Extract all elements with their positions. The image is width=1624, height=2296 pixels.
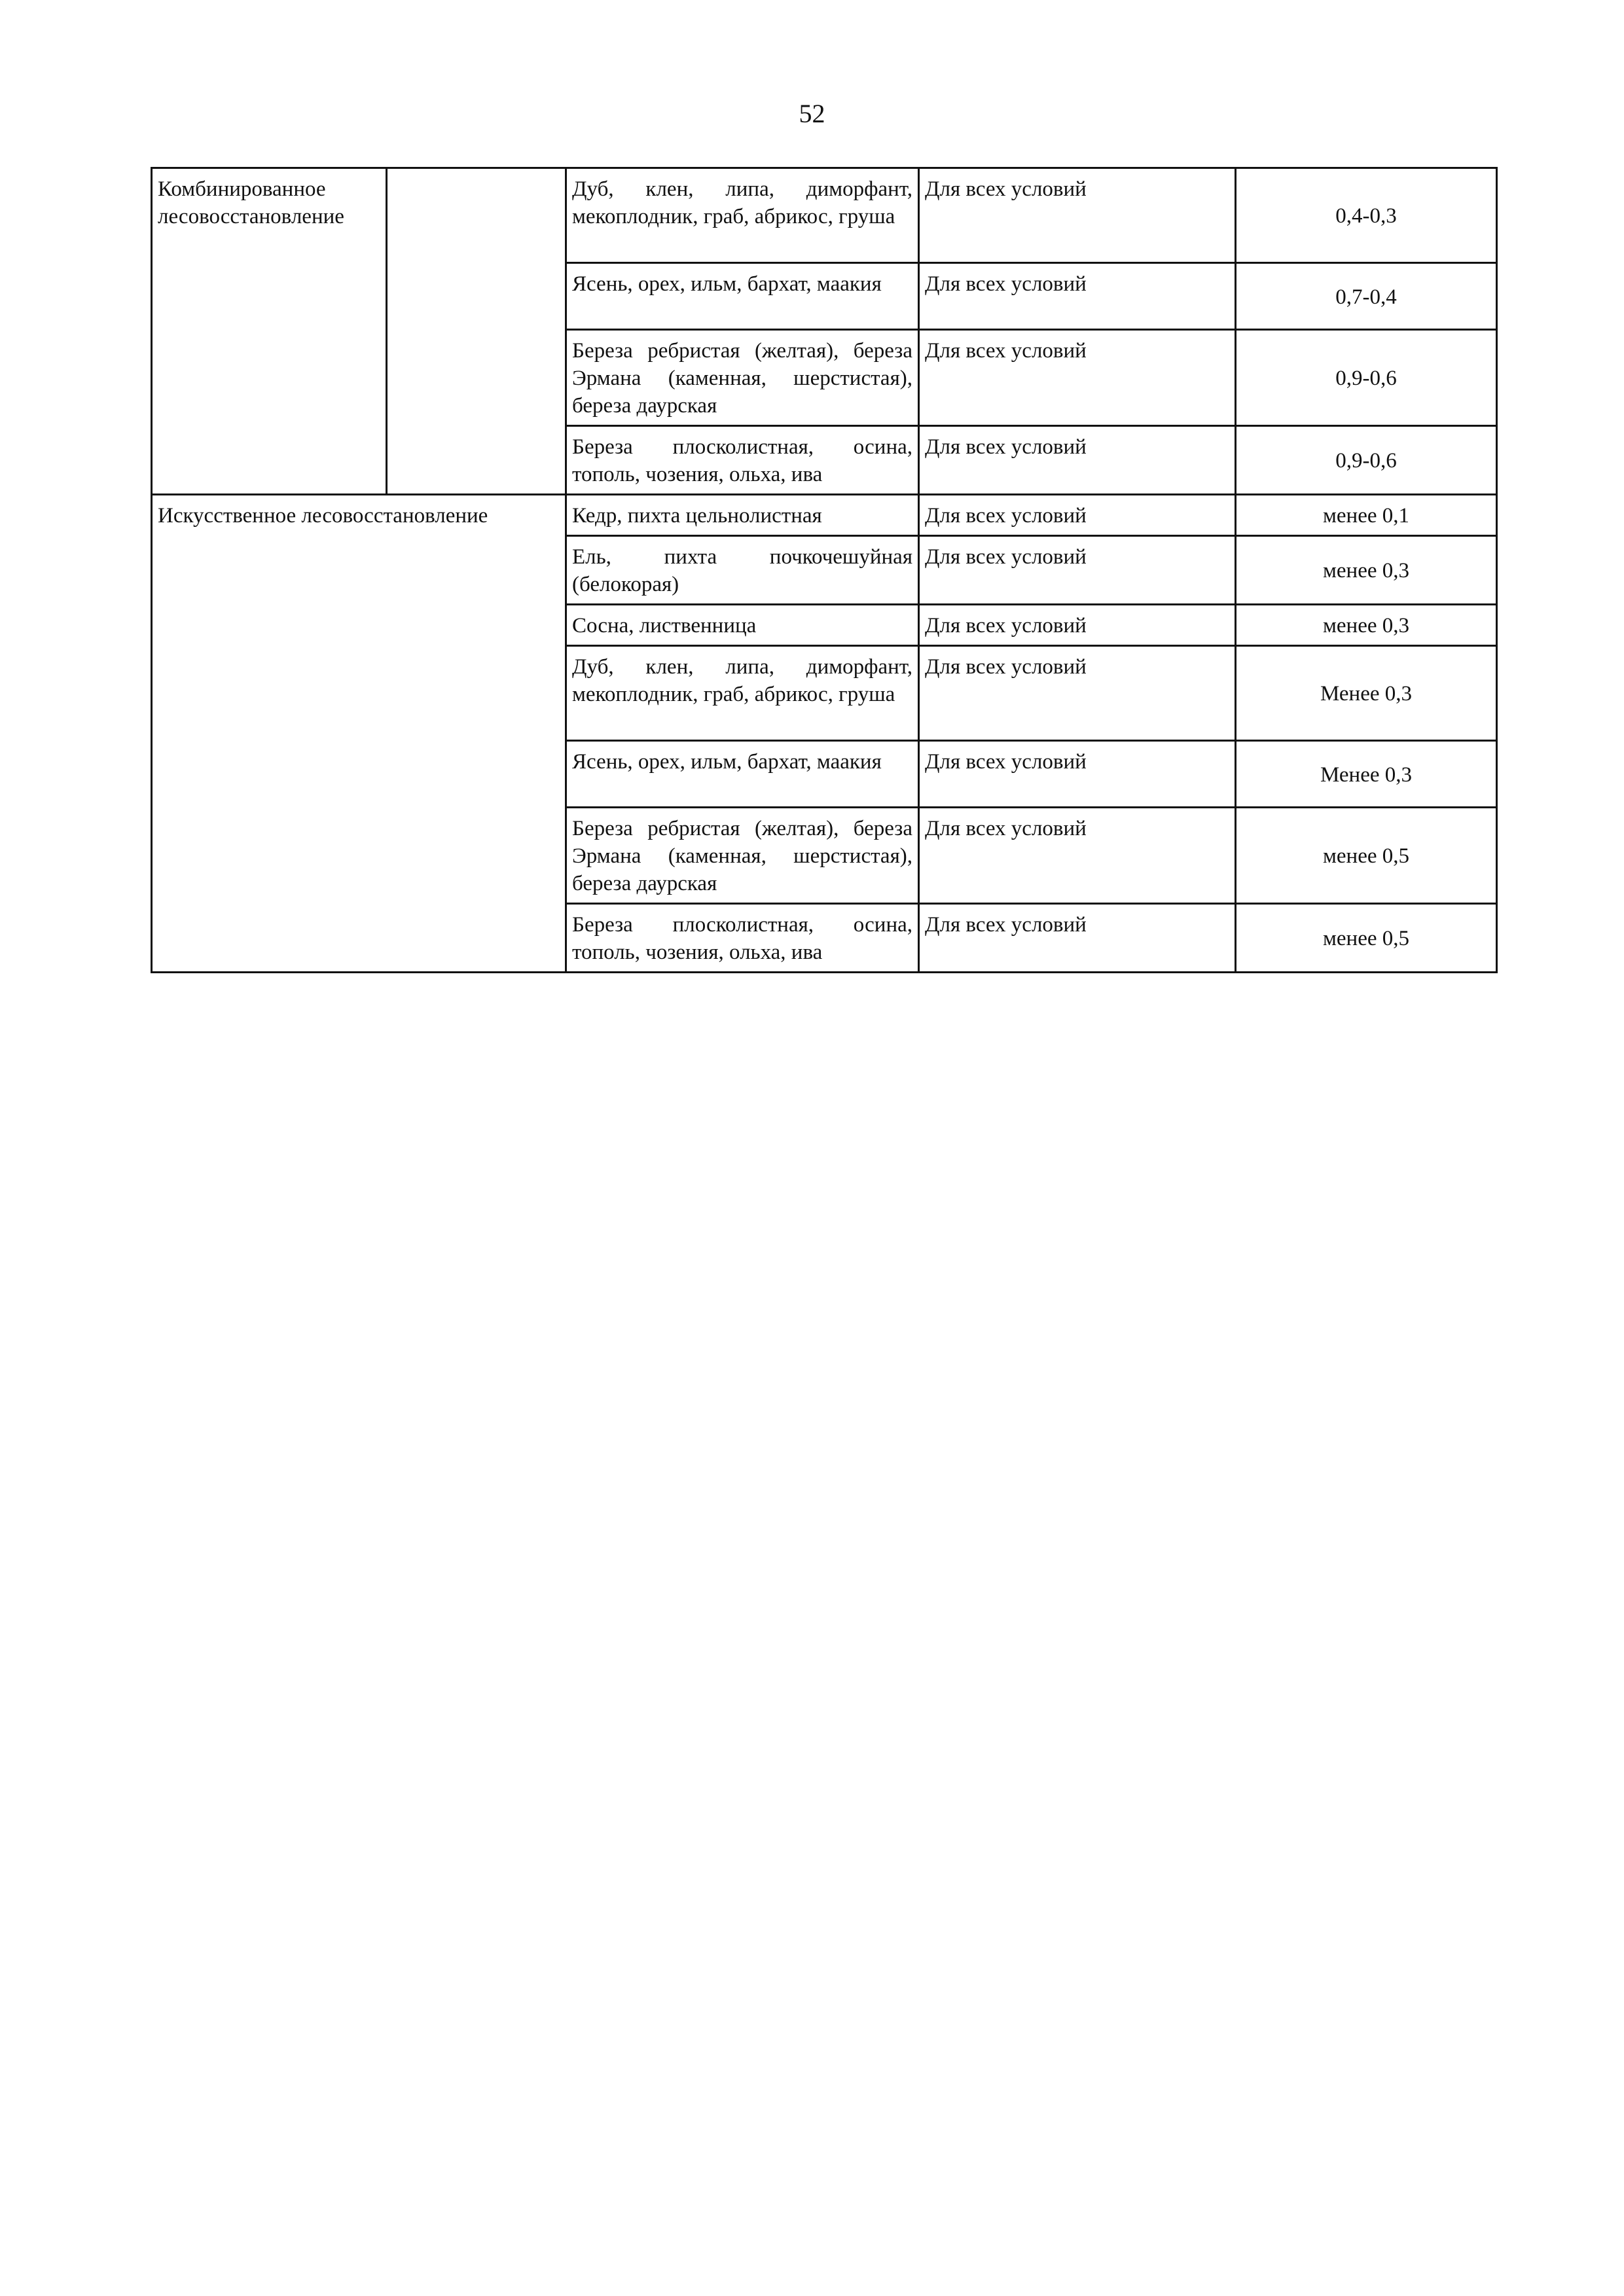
species-cell: Сосна, лиственница — [566, 605, 919, 646]
conditions-cell: Для всех условий — [919, 646, 1236, 741]
value-cell: менее 0,1 — [1236, 495, 1497, 536]
conditions-cell: Для всех условий — [919, 330, 1236, 426]
species-cell: Ель, пихта почкочешуйная (белокорая) — [566, 536, 919, 605]
value-cell: менее 0,5 — [1236, 904, 1497, 973]
value-cell: 0,9-0,6 — [1236, 330, 1497, 426]
empty-cell — [387, 168, 566, 495]
species-cell: Береза ребристая (желтая), береза Эрмана (каменная, шерстистая), береза даурская — [566, 330, 919, 426]
conditions-cell: Для всех условий — [919, 426, 1236, 495]
species-cell: Береза плосколистная, осина, тополь, чозения, ольха, ива — [566, 426, 919, 495]
value-cell: 0,7-0,4 — [1236, 263, 1497, 330]
conditions-cell: Для всех условий — [919, 536, 1236, 605]
value-cell: 0,9-0,6 — [1236, 426, 1497, 495]
species-cell: Ясень, орех, ильм, бархат, маакия — [566, 741, 919, 808]
conditions-cell: Для всех условий — [919, 168, 1236, 263]
forest-regeneration-table — [151, 167, 1498, 973]
method-cell: Искусственное лесовосстановление — [152, 495, 566, 973]
conditions-cell: Для всех условий — [919, 904, 1236, 973]
species-cell: Дуб, клен, липа, диморфант, мекоплодник, граб, абрикос, груша — [566, 168, 919, 263]
conditions-cell: Для всех условий — [919, 495, 1236, 536]
conditions-cell: Для всех условий — [919, 808, 1236, 904]
page-number: 52 — [799, 99, 825, 128]
value-cell: менее 0,3 — [1236, 605, 1497, 646]
species-cell: Кедр, пихта цельнолистная — [566, 495, 919, 536]
value-cell: Менее 0,3 — [1236, 646, 1497, 741]
conditions-cell: Для всех условий — [919, 741, 1236, 808]
value-cell: менее 0,3 — [1236, 536, 1497, 605]
conditions-cell: Для всех условий — [919, 263, 1236, 330]
species-cell: Дуб, клен, липа, диморфант, мекоплодник, граб, абрикос, груша — [566, 646, 919, 741]
value-cell: менее 0,5 — [1236, 808, 1497, 904]
value-cell: Менее 0,3 — [1236, 741, 1497, 808]
method-cell: Комбинированное лесовосстановление — [152, 168, 387, 495]
table-row — [152, 168, 1497, 263]
species-cell: Береза ребристая (желтая), береза Эрмана (каменная, шерстистая), береза даурская — [566, 808, 919, 904]
table-row — [152, 495, 1497, 536]
value-cell: 0,4-0,3 — [1236, 168, 1497, 263]
species-cell: Ясень, орех, ильм, бархат, маакия — [566, 263, 919, 330]
conditions-cell: Для всех условий — [919, 605, 1236, 646]
species-cell: Береза плосколистная, осина, тополь, чозения, ольха, ива — [566, 904, 919, 973]
